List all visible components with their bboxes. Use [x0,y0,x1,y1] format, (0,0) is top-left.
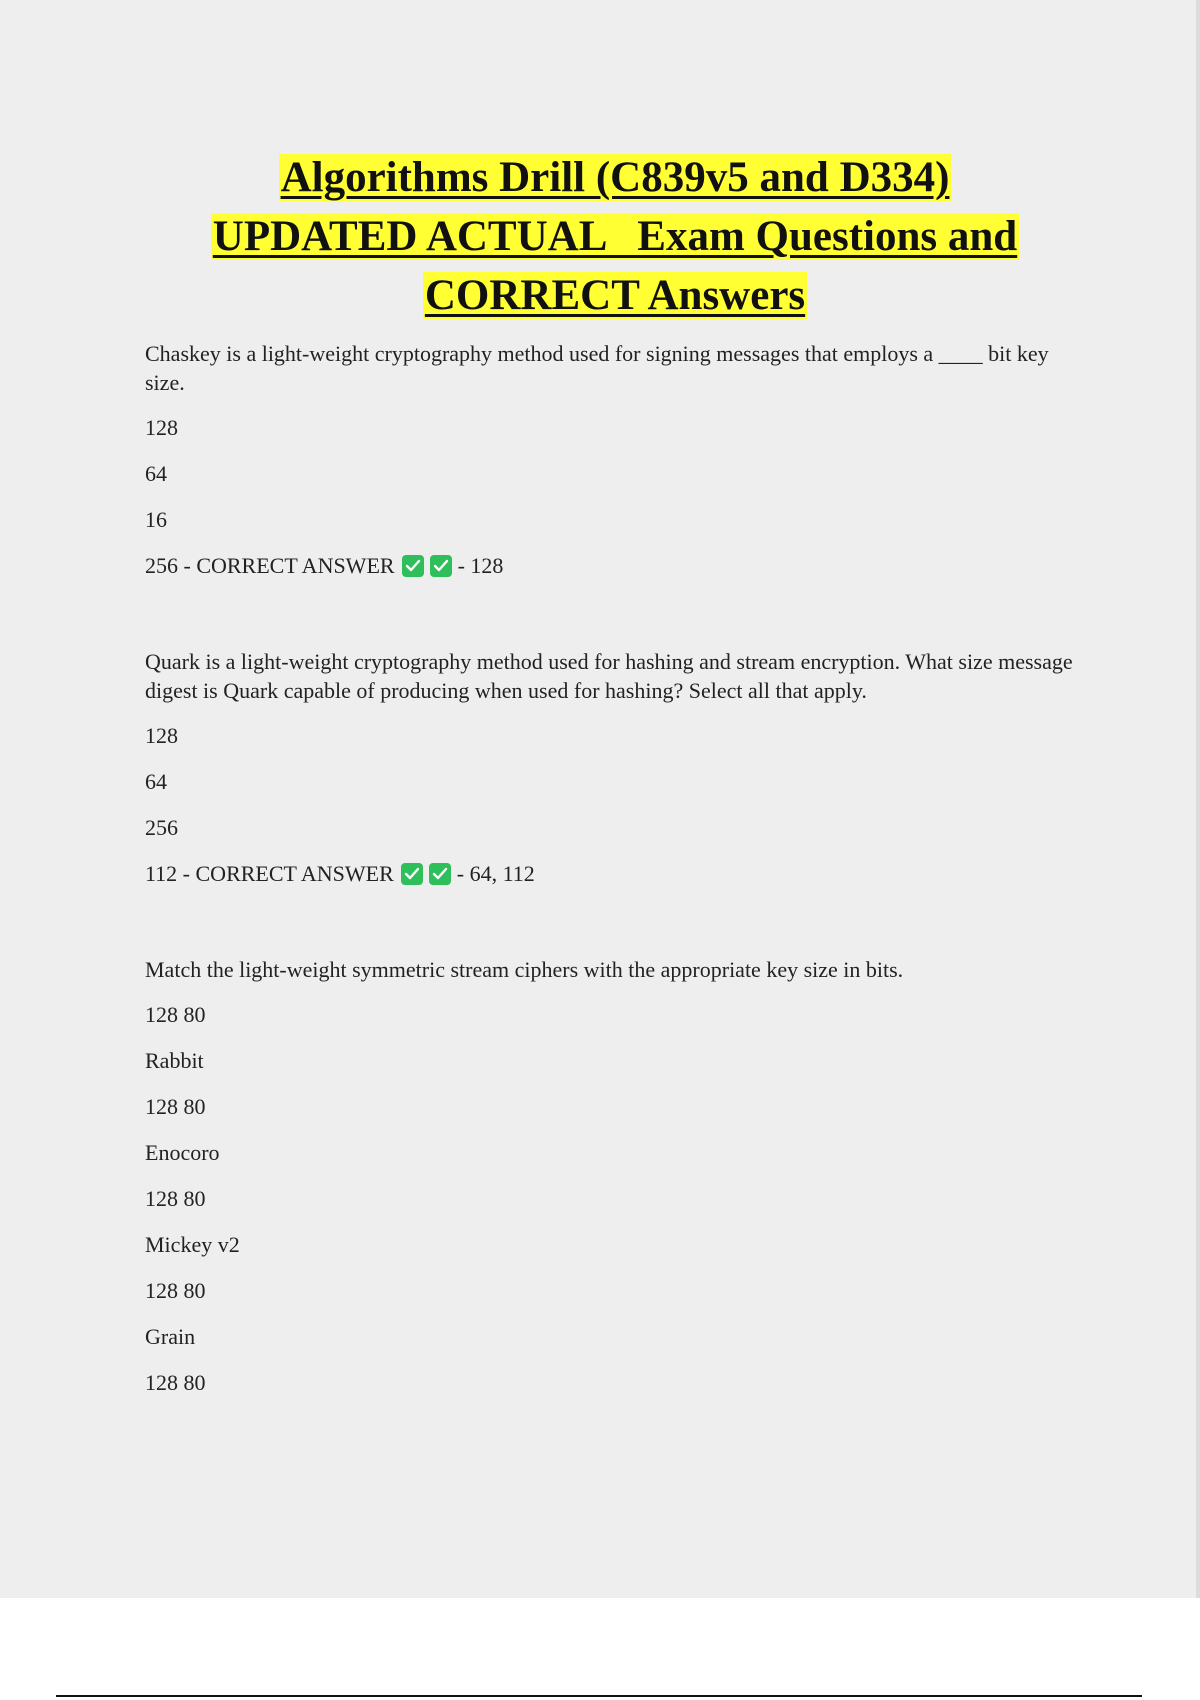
match-line: 128 80 [145,1370,206,1395]
match-line: 128 80 [145,1094,206,1119]
correct-answer-line [145,859,1085,889]
match-line: Mickey v2 [145,1232,240,1257]
answer-option: 128 [145,723,178,748]
check-box-icon [401,863,423,885]
check-box-icon [402,555,424,577]
answer-option: 128 [145,415,178,440]
check-box-icon [429,863,451,885]
answer-prefix: 256 - CORRECT ANSWER [145,553,395,578]
answer-option: 64 [145,461,167,486]
document-content [145,148,1085,1414]
title-line-3: CORRECT Answers [424,272,806,319]
question-text: Match the light-weight symmetric stream ciphers with the appropriate key size in bits. [145,957,904,982]
question-text: Chaskey is a light-weight cryptography method used for signing messages that employs a ____ bit key size. [145,341,1049,395]
match-line: 128 80 [145,1002,206,1027]
question-block-1 [145,339,1085,581]
match-line: 128 80 [145,1186,206,1211]
question-block-2 [145,647,1085,889]
title-line-2: UPDATED ACTUAL Exam Questions and [212,213,1018,260]
footer-rule [56,1695,1142,1697]
title-line-1: Algorithms Drill (C839v5 and D334) [280,154,950,201]
question-block-3 [145,955,1085,1398]
answer-option: 64 [145,769,167,794]
match-line: Grain [145,1324,196,1349]
answer-option: 256 [145,815,178,840]
answer-option: 16 [145,507,167,532]
answer-suffix: - 64, 112 [456,861,535,886]
match-line: Enocoro [145,1140,220,1165]
page-edge [1196,0,1200,1598]
question-text: Quark is a light-weight cryptography method used for hashing and stream encryption. What size message digest is Quark capable of producing when used for hashing? Select all that apply. [145,649,1073,703]
check-box-icon [430,555,452,577]
answer-prefix: 112 - CORRECT ANSWER [145,861,394,886]
correct-answer-line [145,551,1085,581]
answer-suffix: - 128 [457,553,504,578]
match-line: 128 80 [145,1278,206,1303]
match-line: Rabbit [145,1048,204,1073]
document-title [145,148,1085,325]
